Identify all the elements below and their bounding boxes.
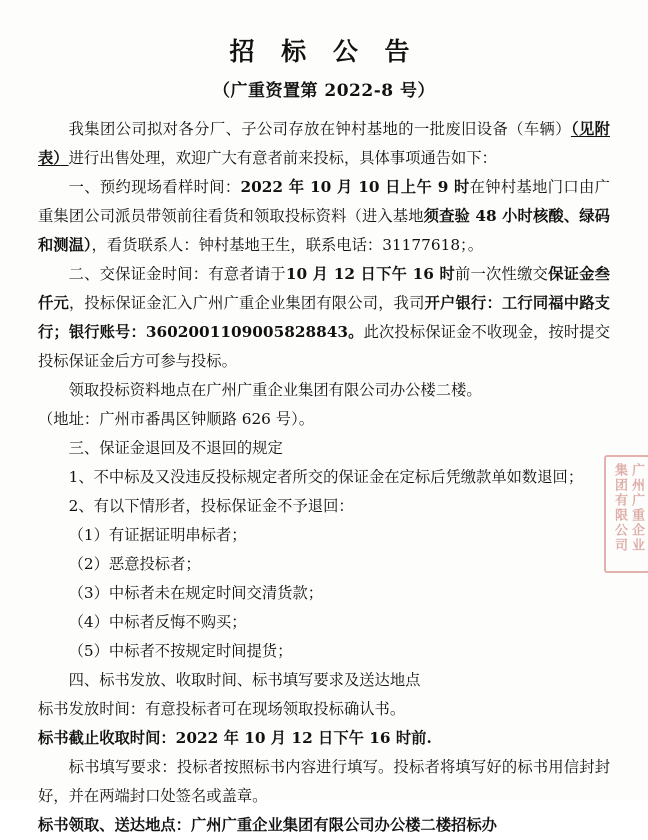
text-run: 开户银行：工行同福中路支行；银行账号：3602001109005828843。	[38, 294, 610, 341]
paragraph-item-3-1	[38, 463, 610, 492]
text-run: ，看货联系人：钟村基地王生，联系电话：31177618；。	[91, 236, 483, 254]
document-body	[38, 115, 610, 840]
paragraph-item-3-2-4	[38, 608, 610, 637]
text-run: （5）中标者不按规定时间提货；	[68, 642, 293, 660]
text-run: 1、不中标及又没违反投标规定者所交的保证金在定标后凭缴款单如数退回；	[68, 468, 584, 486]
paragraph-item-4	[38, 666, 610, 695]
text-run: 前一次性缴交	[455, 265, 549, 283]
text-run: 2、有以下情形者，投标保证金不予退回：	[68, 497, 354, 515]
paragraph-intro	[38, 115, 610, 173]
text-run: 四、标书发放、收取时间、标书填写要求及送达地点	[68, 671, 421, 689]
paragraph-item-3-2	[38, 492, 610, 521]
text-run: 二、交保证金时间：有意者请于	[68, 265, 286, 283]
text-run: （地址：广州市番禺区钟顺路 626 号）。	[38, 410, 315, 428]
text-run: 保证金叁仟元	[38, 265, 610, 312]
text-run: 标书填写要求：投标者按照标书内容进行填写。投标者将填写好的标书用信封封好，并在两端封口处签名或盖章。	[38, 758, 610, 805]
paragraph-item-4-issue	[38, 695, 610, 724]
text-run: 标书发放时间：有意投标者可在现场领取投标确认书。	[38, 700, 406, 718]
paragraph-item-2	[38, 260, 610, 376]
text-run: 10 月 12 日下午 16 时	[285, 265, 455, 283]
paragraph-item-2-addr-detail	[38, 405, 610, 434]
text-run: 须查验 48 小时核酸、绿码和测温）	[38, 207, 610, 254]
text-run: ，投标保证金汇入广州广重企业集团有限公司，我司	[68, 294, 425, 312]
paragraph-item-2-addr	[38, 376, 610, 405]
paragraph-item-4-place	[38, 811, 610, 840]
paragraph-item-4-fill	[38, 753, 610, 811]
paragraph-item-4-deadline	[38, 724, 610, 753]
paragraph-item-1	[38, 173, 610, 260]
text-run: 我集团公司拟对各分厂、子公司存放在钟村基地的一批废旧设备（车辆）	[68, 120, 571, 138]
document-number: （广重资置第 2022-8 号）	[212, 81, 436, 101]
text-run: 标书截止收取时间：2022 年 10 月 12 日下午 16 时前.	[38, 729, 432, 747]
paragraph-item-3-2-1	[38, 521, 610, 550]
text-run: 领取投标资料地点在广州广重企业集团有限公司办公楼二楼。	[68, 381, 482, 399]
text-run: （3）中标者未在规定时间交清货款；	[68, 584, 324, 602]
text-run: 2022 年 10 月 10 日上午 9 时	[240, 178, 470, 196]
paragraph-item-3-2-2	[38, 550, 610, 579]
text-run: 进行出售处理，欢迎广大有意者前来投标，具体事项通告如下：	[68, 149, 497, 167]
text-run: 三、保证金退回及不退回的规定	[68, 439, 283, 457]
text-run: 此次投标保证金不收现金，按时提交投标保证金后方可参与投标。	[38, 323, 610, 370]
paragraph-item-3-2-5	[38, 637, 610, 666]
text-run: （1）有证据证明串标者；	[68, 526, 247, 544]
text-run: （4）中标者反悔不购买；	[68, 613, 247, 631]
text-run: 一、预约现场看样时间：	[68, 178, 241, 196]
text-run: 标书领取、送达地点：广州广重企业集团有限公司办公楼二楼招标办	[38, 816, 497, 834]
text-run: （见附表）	[38, 120, 610, 167]
paragraph-item-3	[38, 434, 610, 463]
text-run: 在钟村基地门口由广重集团公司派员带领前往看货和领取投标资料（进入基地	[38, 178, 610, 225]
paragraph-item-3-2-3	[38, 579, 610, 608]
page-title: 招 标 公 告	[229, 37, 419, 66]
text-run: （2）恶意投标者；	[68, 555, 201, 573]
red-seal-stamp: 广州广重企业集团有限公司	[604, 455, 648, 573]
